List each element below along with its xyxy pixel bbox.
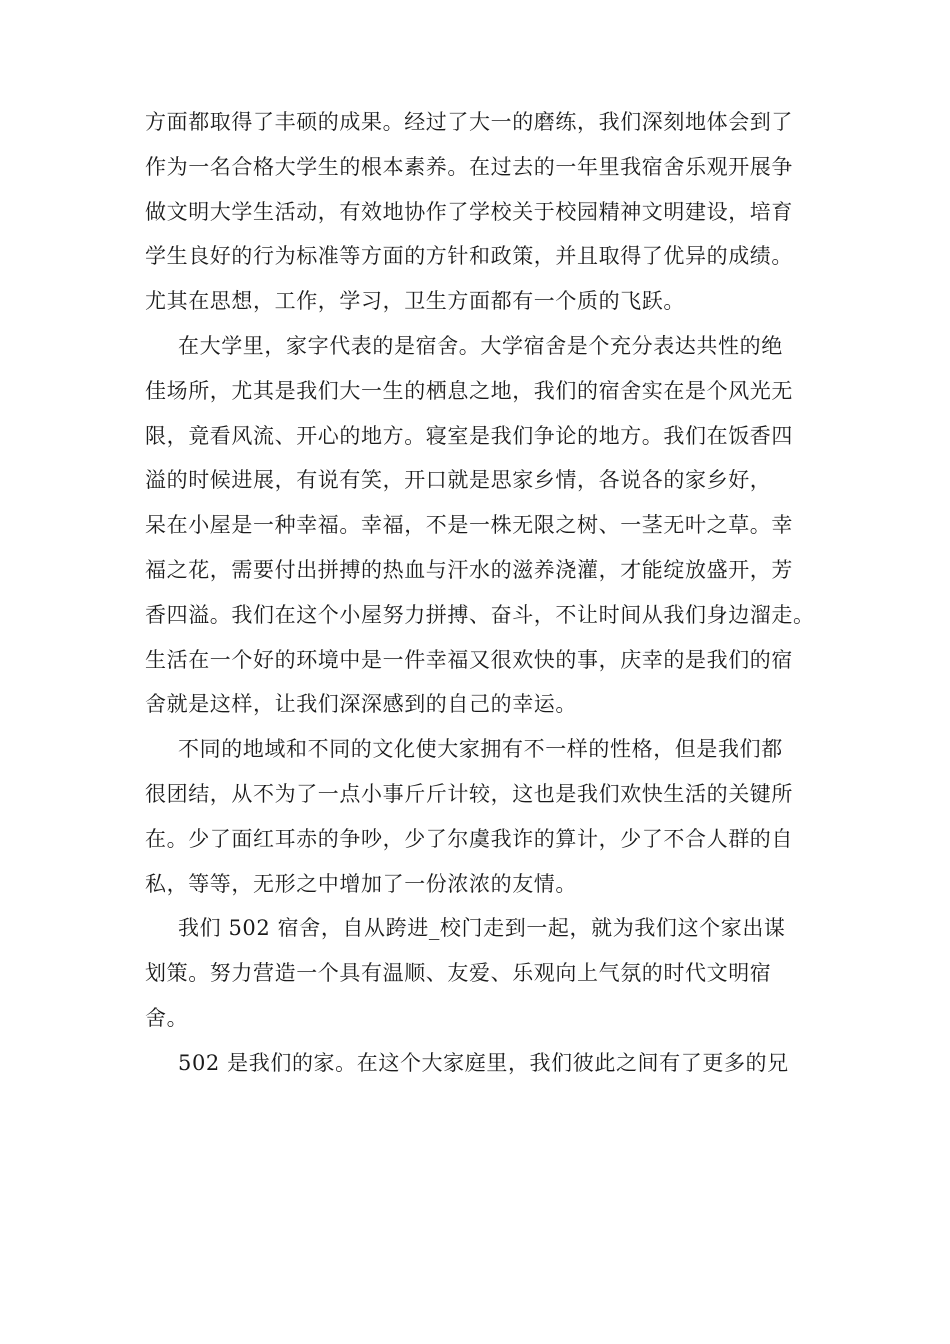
text-line: 呆在小屋是一种幸福。幸福，不是一株无限之树、一茎无叶之草。幸 xyxy=(145,513,793,538)
text-line: 划策。努力营造一个具有温顺、友爱、乐观向上气氛的时代文明宿 xyxy=(145,961,772,986)
paragraph-first-line: 我们 502 宿舍，自从跨进_校门走到一起，就为我们这个家出谋 xyxy=(178,916,786,941)
text-line: 香四溢。我们在这个小屋努力拼搏、奋斗，不让时间从我们身边溜走。 xyxy=(145,602,815,627)
text-line: 很团结，从不为了一点小事斤斤计较，这也是我们欢快生活的关键所 xyxy=(145,781,793,806)
text-line: 私，等等，无形之中增加了一份浓浓的友情。 xyxy=(145,871,577,896)
paragraph-first-line: 不同的地域和不同的文化使大家拥有不一样的性格，但是我们都 xyxy=(178,737,783,762)
text-line: 舍。 xyxy=(145,1005,189,1030)
text-line: 在。少了面红耳赤的争吵，少了尔虞我诈的算计，少了不合人群的自 xyxy=(145,826,793,851)
text-line: 作为一名合格大学生的根本素养。在过去的一年里我宿舍乐观开展争 xyxy=(145,154,793,179)
paragraph-first-line: 502 是我们的家。在这个大家庭里，我们彼此之间有了更多的兄 xyxy=(178,1050,789,1075)
text-line: 方面都取得了丰硕的成果。经过了大一的磨练，我们深刻地体会到了 xyxy=(145,110,793,134)
text-line: 舍就是这样，让我们深深感到的自己的幸运。 xyxy=(145,692,577,717)
text-line: 生活在一个好的环境中是一件幸福又很欢快的事，庆幸的是我们的宿 xyxy=(145,647,793,672)
text-line: 限，竟看风流、开心的地方。寝室是我们争论的地方。我们在饭香四 xyxy=(145,423,793,448)
text-line: 溢的时候进展，有说有笑，开口就是思家乡情，各说各的家乡好， xyxy=(145,468,772,493)
text-line: 做文明大学生活动，有效地协作了学校关于校园精神文明建设，培育 xyxy=(145,199,793,224)
text-line: 尤其在思想，工作，学习，卫生方面都有一个质的飞跃。 xyxy=(145,289,685,314)
text-line: 佳场所，尤其是我们大一生的栖息之地，我们的宿舍实在是个风光无 xyxy=(145,378,793,403)
document-body xyxy=(145,100,815,1086)
paragraph-first-line: 在大学里，家字代表的是宿舍。大学宿舍是个充分表达共性的绝 xyxy=(178,333,783,358)
text-line: 学生良好的行为标准等方面的方针和政策，并且取得了优异的成绩。 xyxy=(145,244,793,269)
text-line: 福之花，需要付出拼搏的热血与汗水的滋养浇灌，才能绽放盛开，芳 xyxy=(145,557,793,582)
